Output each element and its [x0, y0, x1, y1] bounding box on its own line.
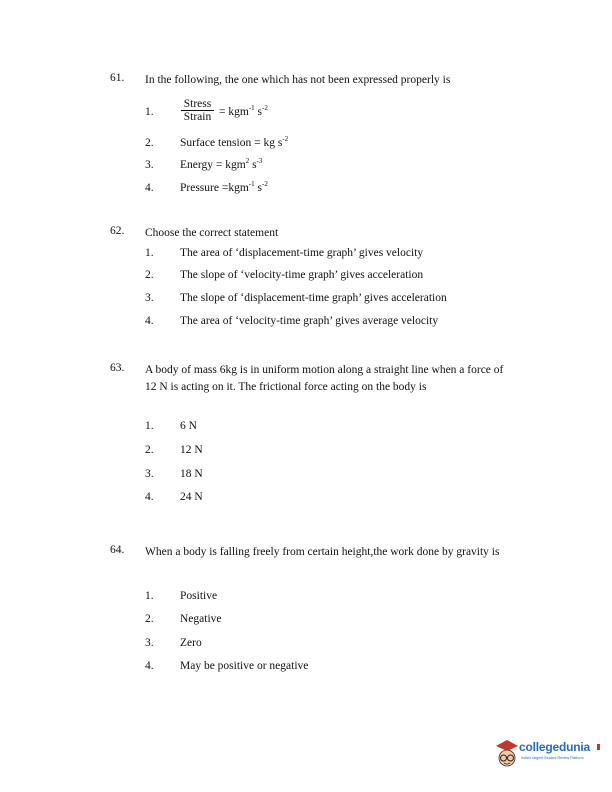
option-number: 4. — [145, 182, 154, 194]
option-text: The slope of ‘velocity-time graph’ gives acceleration — [180, 269, 424, 281]
option-text: 12 N — [180, 444, 203, 456]
option-number: 1. — [145, 420, 154, 432]
logo-tagline: India's largest Student Review Platform — [521, 756, 584, 760]
option-text: Positive — [180, 590, 218, 602]
option-number: 4. — [145, 660, 154, 672]
option-text: Pressure =kgm$^{-1}$ $s^{-2}$ — [180, 180, 268, 194]
option-text: The area of ‘velocity-time graph’ gives average velocity — [180, 315, 439, 327]
logo-accent-icon — [597, 744, 600, 750]
question-number: 64. — [110, 544, 125, 556]
fraction-denominator: Strain — [181, 110, 214, 123]
option-text: Surface tension = kg $s^{-2}$ — [180, 135, 289, 149]
option-text: Negative — [180, 613, 222, 625]
question-number: 61. — [110, 72, 125, 84]
question-text: Choose the correct statement — [145, 227, 279, 239]
option-number: 3. — [145, 468, 154, 480]
option-number: 3. — [145, 292, 154, 304]
option-number: 1. — [145, 247, 154, 259]
question-text: In the following, the one which has not been expressed properly is — [145, 74, 451, 86]
question-number: 63. — [110, 362, 125, 374]
option-text: The slope of ‘displacement-time graph’ gives acceleration — [180, 292, 447, 304]
option-number: 2. — [145, 444, 154, 456]
option-text: 6 N — [180, 420, 197, 432]
option-text: The area of ‘displacement-time graph’ gives velocity — [180, 247, 424, 259]
option-number: 1. — [145, 590, 154, 602]
option-number: 3. — [145, 637, 154, 649]
option-text: Zero — [180, 637, 202, 649]
option-text: Energy = kgm$^2$ $s^{-3}$ — [180, 157, 263, 171]
stress-strain-fraction — [181, 98, 214, 123]
option-number: 4. — [145, 491, 154, 503]
option-text: May be positive or negative — [180, 660, 309, 672]
option-number: 2. — [145, 613, 154, 625]
option-number: 2. — [145, 137, 154, 149]
fraction-numerator: Stress — [183, 98, 212, 110]
option-text: 18 N — [180, 468, 203, 480]
question-text: When a body is falling freely from certain height,the work done by gravity is — [145, 546, 500, 558]
option-number: 4. — [145, 315, 154, 327]
graduate-mascot-icon — [494, 736, 520, 774]
option-number: 3. — [145, 159, 154, 171]
logo-wordmark: collegedunia — [519, 740, 590, 754]
option-number: 1. — [145, 106, 154, 118]
option-text: 24 N — [180, 491, 203, 503]
option-text: = kgm$^{-1}$ $s^{-2}$ — [219, 104, 268, 118]
question-text: A body of mass 6kg is in uniform motion along a straight line when a force of 12 N is acting on it. The frictional force acting on the body is — [145, 364, 504, 393]
question-number: 62. — [110, 225, 125, 237]
option-number: 2. — [145, 269, 154, 281]
